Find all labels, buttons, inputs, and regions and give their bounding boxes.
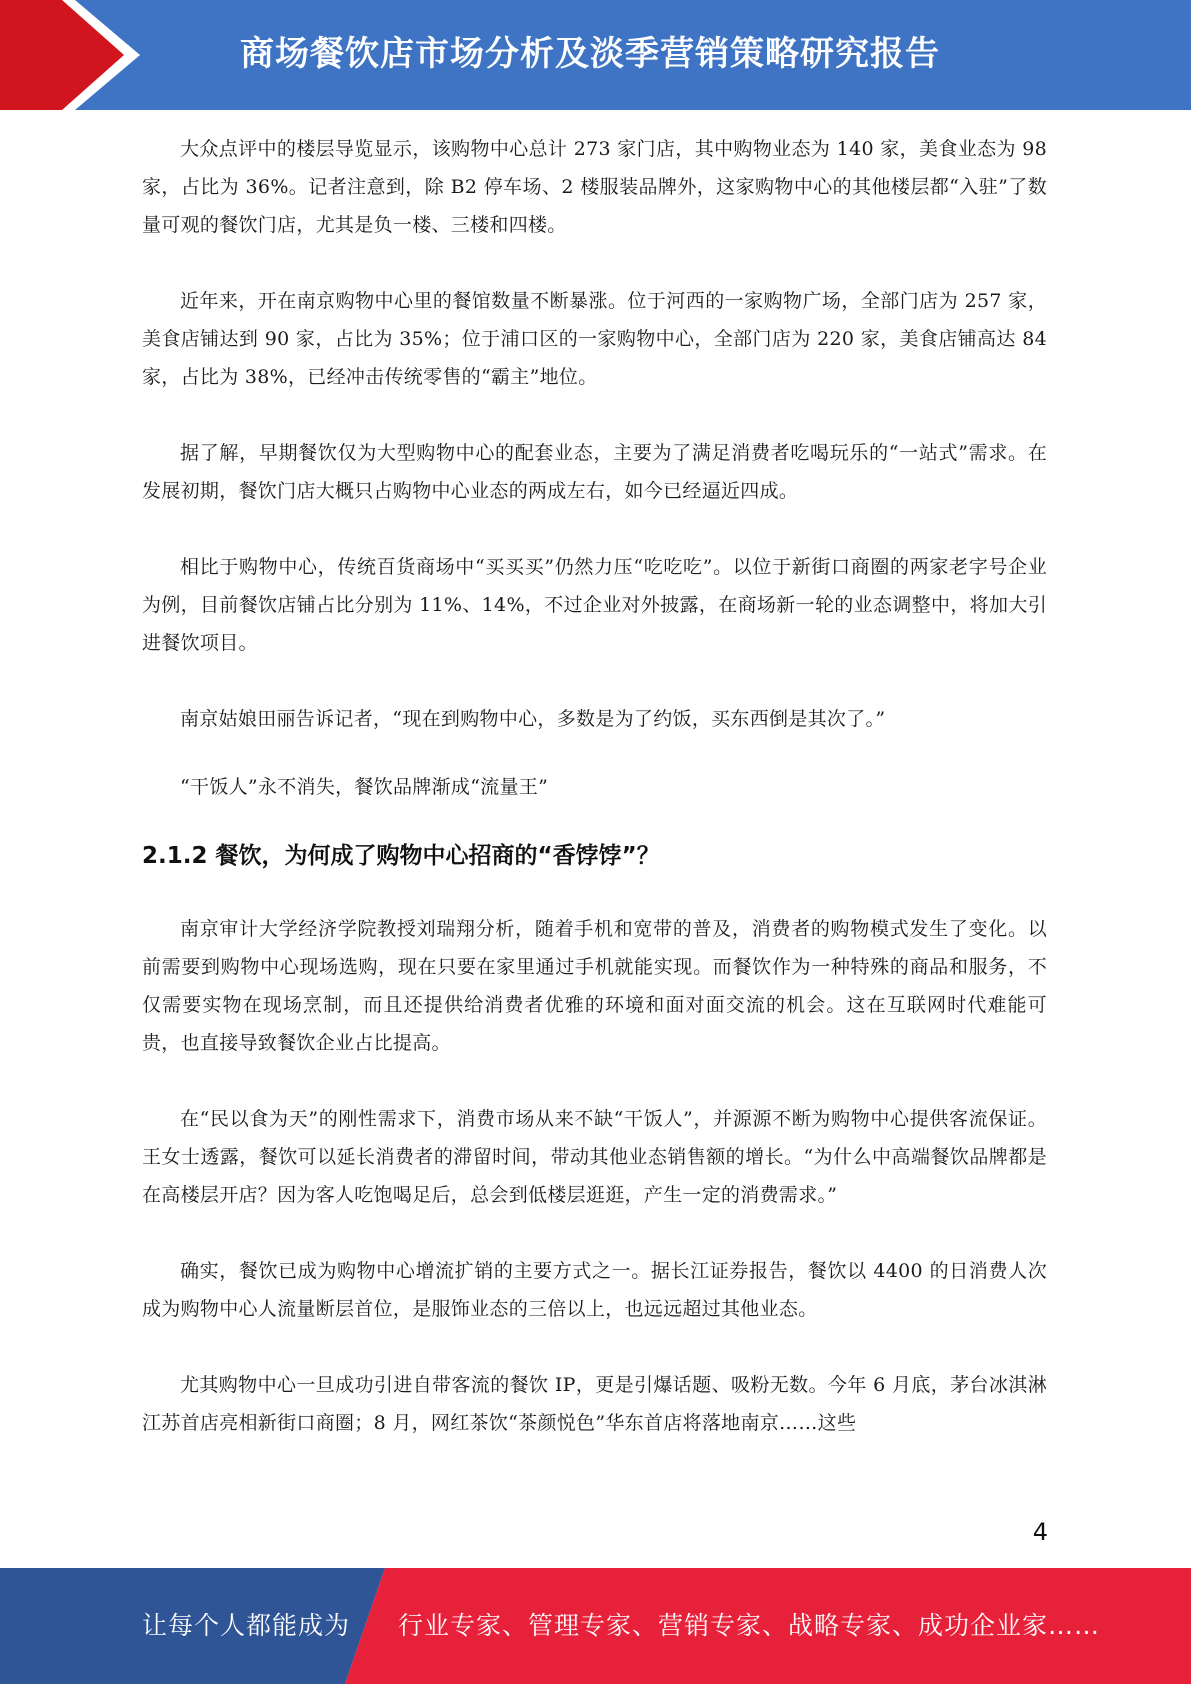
paragraph: 南京姑娘田丽告诉记者，“现在到购物中心，多数是为了约饭，买东西倒是其次了。” — [180, 708, 886, 730]
report-title: 商场餐饮店市场分析及淡季营销策略研究报告 — [240, 34, 940, 74]
section-heading: 2.1.2 餐饮，为何成了购物中心招商的“香饽饽”？ — [142, 843, 660, 869]
paragraph: “干饭人”永不消失，餐饮品牌渐成“流量王” — [180, 776, 549, 798]
page-header — [0, 0, 1191, 110]
paragraph: 在“民以食为天”的刚性需求下，消费市场从来不缺“干饭人”，并源源不断为购物中心提供客流保证。王女士透露，餐饮可以延长消费者的滞留时间，带动其他业态销售额的增长。“为什么中高端餐饮品牌都是在高楼层开店？因为客人吃饱喝足后，总会到低楼层逛逛，产生一定的消费需求。” — [142, 1108, 1047, 1206]
header-arrow-decoration — [0, 0, 160, 110]
paragraph: 近年来，开在南京购物中心里的餐馆数量不断暴涨。位于河西的一家购物广场，全部门店为 257 家，美食店铺达到 90 家，占比为 35%；位于浦口区的一家购物中心，全部门店为 220 家，美食店铺高达 84 家，占比为 38%，已经冲击传统零售的“霸主”地位。 — [142, 290, 1047, 388]
paragraph: 南京审计大学经济学院教授刘瑞翔分析，随着手机和宽带的普及，消费者的购物模式发生了变化。以前需要到购物中心现场选购，现在只要在家里通过手机就能实现。而餐饮作为一种特殊的商品和服务，不仅需要实物在现场烹制，而且还提供给消费者优雅的环境和面对面交流的机会。这在互联网时代难能可贵，也直接导致餐饮企业占比提高。 — [142, 918, 1047, 1054]
footer-slogan-right: 行业专家、管理专家、营销专家、战略专家、成功企业家…… — [398, 1611, 1101, 1640]
document-body — [142, 130, 1047, 1480]
paragraph: 据了解，早期餐饮仅为大型购物中心的配套业态，主要为了满足消费者吃喝玩乐的“一站式”需求。在发展初期，餐饮门店大概只占购物中心业态的两成左右，如今已经逼近四成。 — [142, 442, 1047, 502]
paragraph: 确实，餐饮已成为购物中心增流扩销的主要方式之一。据长江证券报告，餐饮以 4400 的日消费人次成为购物中心人流量断层首位，是服饰业态的三倍以上，也远远超过其他业态。 — [142, 1260, 1047, 1320]
page-footer — [0, 1568, 1191, 1684]
paragraph: 大众点评中的楼层导览显示，该购物中心总计 273 家门店，其中购物业态为 140 家，美食业态为 98 家，占比为 36%。记者注意到，除 B2 停车场、2 楼服装品牌外，这家购物中心的其他楼层都“入驻”了数量可观的餐饮门店，尤其是负一楼、三楼和四楼。 — [142, 138, 1047, 236]
paragraph: 相比于购物中心，传统百货商场中“买买买”仍然力压“吃吃吃”。以位于新街口商圈的两家老字号企业为例，目前餐饮店铺占比分别为 11%、14%，不过企业对外披露，在商场新一轮的业态调整中，将加大引进餐饮项目。 — [142, 556, 1047, 654]
footer-slogan-left: 让每个人都能成为 — [142, 1611, 351, 1640]
page-number: 4 — [1032, 1518, 1048, 1546]
paragraph: 尤其购物中心一旦成功引进自带客流的餐饮 IP，更是引爆话题、吸粉无数。今年 6 月底，茅台冰淇淋江苏首店亮相新街口商圈；8 月，网红茶饮“茶颜悦色”华东首店将落地南京……这些 — [142, 1374, 1047, 1434]
